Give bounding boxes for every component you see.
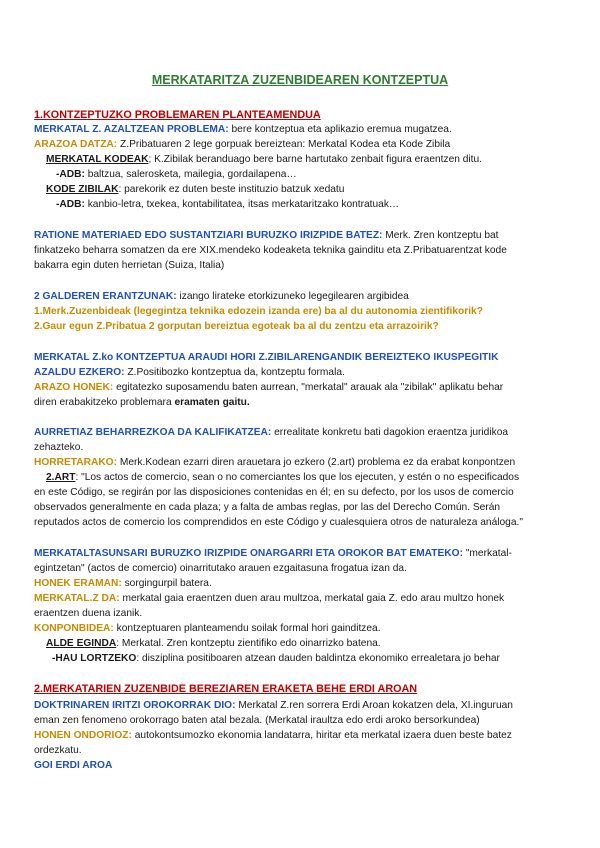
term-label: AURRETIAZ BEHARREZKOA DA KALIFIKATZEA: (34, 427, 272, 438)
paragraph-line (34, 456, 515, 469)
line-text: "merkatal- (462, 548, 512, 559)
paragraph-line: eraentzen duena izanik. (34, 608, 143, 619)
line-text: errealitate konkretu bati dagokion eraentza juridikoa (271, 427, 509, 438)
paragraph-line: en este Código, se regirán por las disposiciones contenidas en él; en su defecto, por los usos de comercio (34, 487, 514, 498)
paragraph-line (56, 168, 297, 181)
subsection-heading: GOI ERDI AROA (34, 760, 113, 771)
paragraph-line (34, 577, 212, 590)
line-text: : "Los actos de comercio, sean o no comerciantes los que los ejecuten, y estén o no especificados (75, 472, 520, 483)
term-label: MERKATAL.Z DA: (34, 593, 120, 604)
paragraph-line: observados generalmente en cada plaza; y a falta de ambas reglas, por las del Derecho Común. Serán (34, 502, 501, 513)
line-text: sorgingurpil batera. (121, 578, 212, 589)
paragraph-line: zehazteko. (34, 442, 84, 453)
line-text: Z.Pribatuaren 2 lege gorpuak bereiztean: Merkatal Kodea eta Kode Zibila (117, 139, 451, 150)
paragraph-line: ordezkatu. (34, 745, 82, 756)
emphasis-text: eramaten gaitu. (174, 397, 250, 408)
paragraph-line (34, 396, 250, 409)
line-text: Z.Positibozko kontzeptua da, kontzeptu formala. (124, 367, 345, 378)
paragraph-line (34, 123, 452, 136)
question-1: 1.Merk.Zuzenbideak (legegintza teknika edozein izanda ere) ba al du autonomia zientifikorik? (34, 306, 483, 317)
line-text: autokontsumozko ekonomia landatarra, hiritar eta merkatal izaera duen beste batez (131, 730, 512, 741)
line-text: kontzeptuaren planteamendu soilak formal hori gainditzea. (113, 623, 381, 634)
term-label: HONEN ONDORIOZ: (34, 730, 132, 741)
paragraph-line (34, 229, 499, 242)
paragraph-heading: MERKATAL Z.ko KONTZEPTUA ARAUDI HORI Z.ZIBILARENGANDIK BEREIZTEKO IKUSPEGITIK (34, 352, 499, 363)
paragraph-line (46, 153, 482, 166)
line-text: bere kontzeptua eta aplikazio eremua mugatzea. (228, 124, 452, 135)
term-label: 2.ART (46, 472, 76, 483)
line-text: diren erabakitzeko problemara (34, 397, 175, 408)
term-label: MERKATAL Z. AZALTZEAN PROBLEMA: (34, 124, 229, 135)
line-text: izango lirateke etorkizuneko legegilearen argibidea (176, 291, 409, 302)
paragraph-line (46, 471, 519, 484)
paragraph-line: bakarra egin duten herrietan (Suiza, Italia) (34, 260, 225, 271)
term-label: RATIONE MATERIAED EDO SUSTANTZIARI BURUZKO IRIZPIDE BATEZ: (34, 230, 383, 241)
term-label: KODE ZIBILAK (46, 184, 119, 195)
paragraph-line (52, 652, 500, 665)
paragraph-line (34, 290, 409, 303)
line-text: Merk.Kodean ezarri diren arauetara jo ezkero (2.art) problema ez da erabat konpontzen (117, 457, 516, 468)
line-text: kanbio-letra, txekea, kontabilitatea, itsas merkataritzako kontratuak… (84, 199, 400, 210)
term-label: -ADB: (56, 169, 85, 180)
paragraph-line (34, 592, 504, 605)
term-label: ARAZOA DATZA: (34, 139, 118, 150)
line-text: : Merkatal. Zren kontzeptu zientifiko edo oinarrizko batena. (116, 638, 381, 649)
document-title: MERKATARITZA ZUZENBIDEAREN KONTZEPTUA (151, 73, 449, 87)
paragraph-line (34, 699, 513, 712)
term-label: ARAZO HONEK: (34, 382, 114, 393)
paragraph-line: finkatzeko beharra somatzen da ere XIX.mendeko kodeaketa teknika gainditu eta Z.Pribatuarentzat kode (34, 245, 507, 256)
line-text: : disziplina positiboaren atzean dauden baldintza ekonomiko errealetara jo behar (136, 653, 500, 664)
paragraph-line (34, 426, 508, 439)
term-label: MERKATAL KODEAK (46, 154, 149, 165)
paragraph-line: reputados actos de comercio los comprendidos en este Código y cualesquiera otros de naturaleza análoga." (34, 517, 523, 528)
section-2-heading: 2.MERKATARIEN ZUZENBIDE BEREZIAREN ERAKETA BEHE ERDI AROAN (34, 683, 418, 695)
line-text: baltzua, salerosketa, mailegia, gordailapena… (84, 169, 297, 180)
line-text: egitatezko suposamendu baten aurrean, "merkatal" arauak ala "zibilak" aplikatu behar (113, 382, 504, 393)
line-text: merkatal gaia eraentzen duen arau multzoa, merkatal gaia Z. edo arau multzo honek (119, 593, 505, 604)
paragraph-line (46, 637, 381, 650)
term-label: KONPONBIDEA: (34, 623, 114, 634)
question-2: 2.Gaur egun Z.Pribatua 2 gorputan bereiztua egoteak ba al du zentzu eta arrazoirik? (34, 321, 439, 332)
line-text: ; K.Zibilak beranduago bere barne hartutako zenbait figura eraentzen ditu. (148, 154, 483, 165)
term-label: -ADB: (56, 199, 85, 210)
term-label: HORRETARAKO: (34, 457, 118, 468)
paragraph-line: egintzetan" (actos de comercio) oinarritutako arauen ezgaitasuna frogatua izan da. (34, 563, 407, 574)
line-text: : parekorik ez duten beste instituzio batzuk xedatu (118, 184, 345, 195)
paragraph-line (34, 729, 512, 742)
paragraph-line (56, 198, 399, 211)
paragraph-line (34, 547, 512, 560)
term-label: AZALDU EZKERO: (34, 367, 125, 378)
term-label: ALDE EGINDA (46, 638, 117, 649)
term-label: -HAU LORTZEKO (52, 653, 137, 664)
term-label: HONEK ERAMAN: (34, 578, 122, 589)
paragraph-line (34, 622, 381, 635)
term-label: MERKATALTASUNSARI BURUZKO IRIZPIDE ONARGARRI ETA OROKOR BAT EMATEKO: (34, 548, 463, 559)
paragraph-line (34, 138, 450, 151)
paragraph-line (46, 183, 344, 196)
paragraph-line (34, 381, 503, 394)
term-label: 2 GALDEREN ERANTZUNAK: (34, 291, 177, 302)
section-1-heading: 1.KONTZEPTUZKO PROBLEMAREN PLANTEAMENDUA (34, 109, 321, 121)
term-label: DOKTRINAREN IRITZI OROKORRAK DIO: (34, 700, 236, 711)
paragraph-line (34, 366, 345, 379)
paragraph-line: eman zen fenomeno orokorrago baten atal bezala. (Merkatal iraultza edo erdi aroko bersorkundea) (34, 715, 480, 726)
line-text: Merk. Zren kontzeptu bat (382, 230, 499, 241)
line-text: Merkatal Z.ren sorrera Erdi Aroan kokatzen dela, XI.inguruan (235, 700, 513, 711)
